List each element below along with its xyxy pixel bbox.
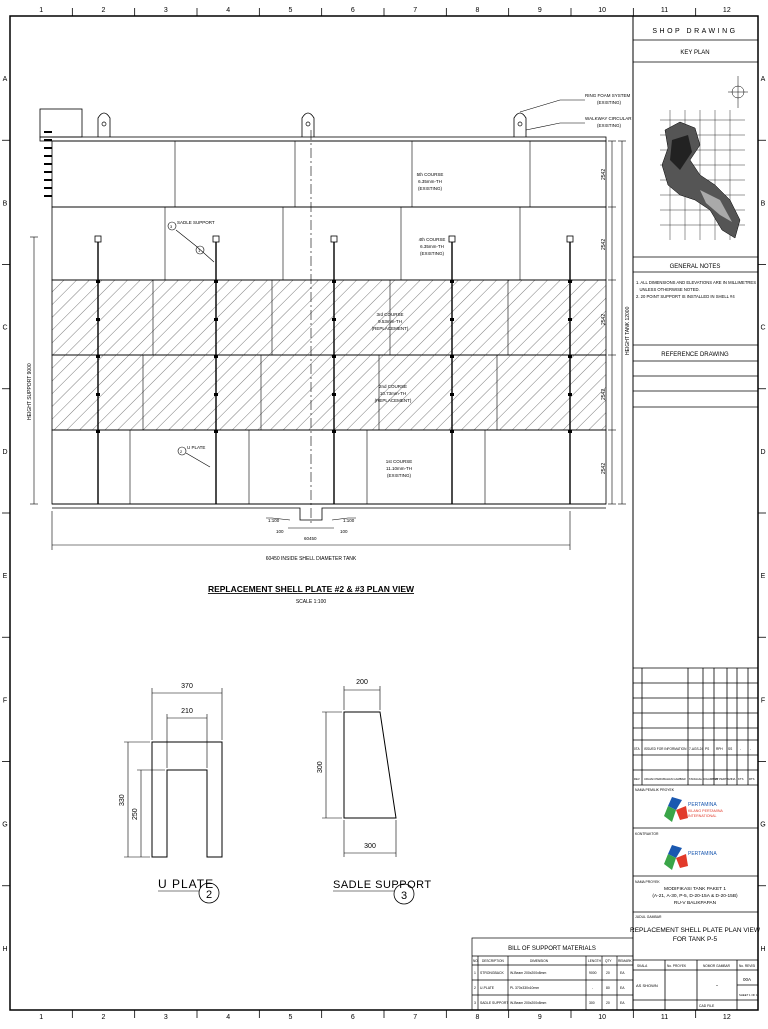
bom-cell: SADLE SUPPORT [480, 1001, 509, 1005]
dim-course-3: 2542 [601, 313, 607, 325]
ring-foam-existing: (EXISTING) [597, 100, 622, 105]
u-plate-detail [124, 688, 222, 857]
course-3-status: (REPLACEMENT) [371, 326, 409, 331]
course-3-name: 3rd COURSE [376, 312, 404, 317]
grid-col-label: 2 [101, 1014, 106, 1021]
course-5-status: (EXISTING) [417, 186, 443, 191]
grid-col-label: 4 [226, 1014, 231, 1021]
scale-value: AS SHOWN [636, 983, 658, 988]
bom-cell: U-PLATE [480, 986, 495, 990]
grid-row-label: A [2, 76, 8, 84]
revision-header-cell: RTS [749, 777, 755, 781]
grid-col-label: 3 [163, 1014, 168, 1021]
grid-col-label: 12 [722, 1014, 731, 1021]
grid-col-label: 6 [350, 7, 355, 14]
revision-cell: RPH [716, 747, 723, 751]
grid-col-label: 1 [39, 1014, 44, 1021]
owner-logo [664, 797, 688, 822]
bottom-block-headers [637, 964, 755, 968]
bom-title: BILL OF SUPPORT MATERIALS [508, 946, 596, 952]
revision-header-cell: REV [634, 777, 640, 781]
bom-cell: 300 [589, 1001, 595, 1005]
bom-cell: 20 [606, 1001, 610, 1005]
bottom-header-cell: NOMOR GAMBAR [703, 964, 730, 968]
grid-col-label: 2 [101, 7, 106, 14]
grid-column-labels-top [39, 7, 731, 16]
drawing-number: - [716, 983, 718, 989]
grid-row-label: B [760, 200, 766, 208]
general-note-1b: UNLESS OTHERWISE NOTED. [636, 287, 700, 292]
grid-col-label: 1 [39, 7, 44, 14]
grid-col-label: 9 [537, 7, 542, 14]
drawing-title-label: JUDUL GAMBAR [635, 915, 662, 919]
course-2-band [52, 355, 606, 430]
revision-cell: 7-AGS-24 [689, 747, 704, 751]
bom-cell: STRONGBACK [480, 971, 504, 975]
course-4-status: (EXISTING) [419, 251, 445, 256]
grid-col-label: 3 [163, 7, 168, 14]
grid-row-label: D [2, 448, 8, 456]
general-note-1: 1. ALL DIMENSIONS AND ELEVATIONS ARE IN MILLIMETRES [636, 280, 756, 285]
revision-cell: - [740, 747, 742, 751]
grid-col-label: 5 [288, 7, 293, 14]
grid-col-label: 11 [660, 1014, 669, 1021]
course-5-thk: 6.35mm-TH [418, 179, 442, 184]
owner-label: NAMA PEMILIK PROYEK [635, 788, 675, 792]
grid-row-label: F [760, 697, 766, 705]
contractor-label: KONTRAKTOR [635, 832, 659, 836]
bom-cell: EA [620, 986, 625, 990]
saddle-tag-label: SADLE SUPPORT [177, 220, 215, 225]
grid-row-label: G [2, 821, 8, 829]
revision-row [634, 747, 751, 751]
bom-header-row [473, 959, 633, 963]
owner-logo-text: PERTAMINA [688, 802, 717, 808]
bom-header-cell: QTY [605, 959, 612, 963]
grid-row-label: F [2, 697, 8, 705]
course-1-name: 1st COURSE [385, 459, 413, 464]
grid-col-label: 4 [226, 7, 231, 14]
drawing-title-line-2: FOR TANK P-5 [672, 936, 718, 943]
outer-border [10, 16, 758, 1010]
bom-header-cell: NO. [473, 959, 479, 963]
revision-header-cell: URAIAN PERUBAHAN GAMBAR [644, 777, 686, 781]
cad-file-label: CAD FILE [699, 1004, 715, 1008]
bom-header-cell: REMARK [618, 959, 632, 963]
bom-header-cell: LENGTH [588, 959, 601, 963]
course-2-name: 2nd COURSE [378, 384, 408, 389]
revision-header-cell: TANGGAL [689, 777, 703, 781]
grid-col-label: 7 [413, 7, 418, 14]
sheet-number: SHEET 1 OF 1 [739, 993, 758, 997]
revision-header-cell: DIGAMBAR [703, 777, 718, 781]
bottom-header-cell: No. REVISI [739, 964, 756, 968]
contractor-logo-text: PERTAMINA [688, 851, 717, 857]
grid-row-label: B [2, 200, 8, 208]
lifting-lug [98, 113, 110, 137]
revision-header-cell: PT PERTAMINA [715, 777, 736, 781]
grid-col-label: 8 [475, 1014, 480, 1021]
drawing-title-line-1: REPLACEMENT SHELL PLATE PLAN VIEW [630, 927, 760, 934]
grid-col-label: 7 [413, 1014, 418, 1021]
tag-1-circle-text: 1 [198, 248, 201, 253]
dim-course-5: 2542 [601, 168, 607, 180]
bottom-header-cell: No. PROYEK [667, 964, 687, 968]
course-5-band [52, 141, 606, 207]
grid-col-label: 9 [537, 1014, 542, 1021]
uplate-tag-label: U PLATE [187, 445, 206, 450]
revision-cell: ISSUED FOR INFORMATION [644, 747, 687, 751]
u-plate-height-inner: 250 [132, 808, 139, 820]
main-view-scale: SCALE 1:100 [295, 599, 327, 605]
ring-foam-label: RING FOAM SYSTEM [585, 93, 631, 98]
reference-drawing-title: REFERENCE DRAWING [661, 352, 729, 358]
project-line-2: (A-21, A-30, P-5, D-20-15A & D-20-15B) [652, 894, 738, 899]
grid-col-label: 12 [722, 7, 731, 14]
general-notes-title: GENERAL NOTES [669, 264, 721, 270]
grid-col-label: 10 [598, 1014, 607, 1021]
revision-cell: PS [705, 747, 710, 751]
grid-col-label: 6 [350, 1014, 355, 1021]
dim-detail: 60450 [304, 536, 317, 541]
bom-row [474, 971, 625, 975]
grid-row-label: E [760, 573, 766, 581]
u-plate-width-outer: 370 [181, 683, 193, 690]
u-plate-width-inner: 210 [181, 708, 193, 715]
slope-left: 1:100 [268, 518, 280, 523]
bom-row [474, 986, 625, 990]
revision-header [634, 777, 755, 781]
grid-row-label: G [760, 821, 766, 829]
course-5-name: 5th COURSE [416, 172, 444, 177]
dim-100-right: 100 [340, 529, 348, 534]
bom-cell: 1 [474, 971, 476, 975]
owner-logo-sub2: INTERNATIONAL [688, 814, 717, 818]
grid-column-labels-bottom [39, 1010, 731, 1021]
project-line-1: MODIFIKASI TANK PAKET 1 [663, 887, 727, 892]
bom-cell: W-Beam 200x200x8mm [510, 971, 547, 975]
bom-cell: 80 [606, 986, 610, 990]
main-view-title: REPLACEMENT SHELL PLATE #2 & #3 PLAN VIEW [207, 584, 415, 594]
course-1-band [52, 430, 606, 504]
project-label: NAMA PROYEK [635, 880, 660, 884]
course-4-thk: 6.35mm-TH [420, 244, 444, 249]
revision-cell: SS [728, 747, 733, 751]
grid-row-labels-right [758, 76, 766, 953]
slope-right: 1:100 [343, 518, 355, 523]
course-4-band [52, 207, 606, 280]
lifting-lug [302, 113, 314, 137]
grid-row-labels-left [2, 76, 10, 953]
bom-cell: 3 [474, 1001, 476, 1005]
bom-cell: - [592, 986, 594, 990]
grid-col-label: 11 [660, 7, 669, 14]
saddle-title: SADLE SUPPORT [333, 879, 432, 891]
dim-course-2: 2542 [601, 388, 607, 400]
saddle-top-width: 200 [356, 679, 368, 686]
course-3-thk: 9.53mm-TH [378, 319, 402, 324]
contractor-logo [664, 845, 688, 870]
project-line-3: RU-V BALIKPAPAN [673, 901, 717, 906]
bom-header-cell: DESCRIPTION [482, 959, 504, 963]
u-plate-tag: 2 [205, 889, 213, 901]
revision-cell: - [750, 747, 752, 751]
grid-row-label: D [760, 448, 766, 456]
dim-100-left: 100 [276, 529, 284, 534]
general-note-2: 2. 20 POINT SUPPORT IS INSTALLED IN SHELL #4 [636, 294, 735, 299]
owner-logo-sub1: KILANG PERTAMINA [688, 809, 723, 813]
grid-col-label: 10 [598, 7, 607, 14]
bom-header-cell: DIMENSION [530, 959, 549, 963]
bom-cell: W-Beam 200x200x8mm [510, 1001, 547, 1005]
key-plan-label: KEY PLAN [680, 50, 710, 56]
revision-header-cell: KTS [738, 777, 744, 781]
height-support-dim: HEIGHT SUPPORT 9000 [27, 363, 33, 420]
lifting-lug [514, 113, 526, 137]
saddle-height: 300 [317, 761, 324, 773]
dim-course-4: 2542 [601, 238, 607, 250]
shop-drawing-label: SHOP DRAWING [652, 28, 738, 35]
bottom-header-cell: SKALA [637, 964, 648, 968]
saddle-bottom-width: 300 [364, 843, 376, 850]
grid-row-label: H [760, 945, 766, 953]
bom-cell: 2 [474, 986, 476, 990]
grid-row-label: A [760, 76, 766, 84]
bom-cell: 9000 [589, 971, 597, 975]
grid-row-label: C [760, 324, 766, 332]
walkway-existing: (EXISTING) [597, 123, 622, 128]
dim-course-1: 2542 [601, 462, 607, 474]
course-2-thk: 10.73mm-TH [379, 391, 407, 396]
revision-cell: 0TA [634, 747, 640, 751]
course-1-status: (EXISTING) [386, 473, 412, 478]
grid-row-label: C [2, 324, 8, 332]
saddle-tag: 3 [400, 890, 408, 902]
course-2-status: (REPLACEMENT) [374, 398, 412, 403]
course-3-band [52, 280, 606, 355]
bom-cell: EA [620, 971, 625, 975]
grid-row-label: E [2, 573, 8, 581]
bom-cell: EA [620, 1001, 625, 1005]
bom-cell: PL 370x330x10mm [510, 986, 540, 990]
grid-row-label: H [2, 945, 8, 953]
grid-col-label: 8 [475, 7, 480, 14]
tag-2-circle-text: 2 [180, 449, 183, 454]
course-1-thk: 11.10mm-TH [386, 466, 412, 471]
saddle-support-detail [322, 686, 396, 857]
bom-row [474, 1001, 625, 1005]
bottom-diameter-dim: 60450 INSIDE SHELL DIAMETER TANK [265, 556, 357, 562]
key-plan-map [660, 76, 748, 240]
revision-number: 00A [742, 977, 752, 982]
u-plate-height-outer: 330 [119, 794, 126, 806]
tag-3-circle-text: 3 [170, 224, 173, 229]
course-4-name: 4th COURSE [418, 237, 446, 242]
u-plate-title: U PLATE [158, 877, 215, 891]
height-tank-dim: HEIGHT TANK 12000 [625, 306, 631, 355]
grid-col-label: 5 [288, 1014, 293, 1021]
walkway-label: WALKWAY CIRCULAR [585, 116, 632, 121]
bom-cell: 20 [606, 971, 610, 975]
tank-shell-view [30, 100, 626, 550]
